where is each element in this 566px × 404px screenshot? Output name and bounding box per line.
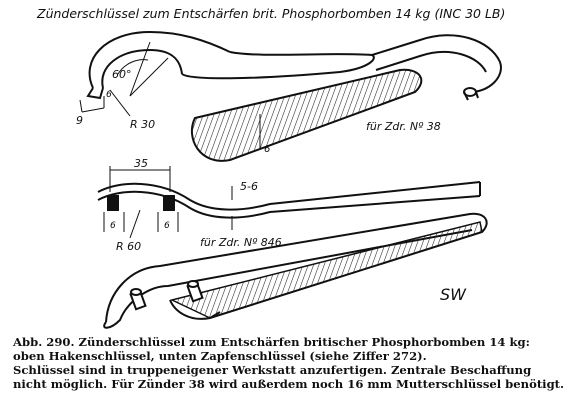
dim-six-pin-left: 6 (110, 221, 116, 231)
label-zdr846: für Zdr. Nº 846 (200, 236, 282, 249)
pin-wrench-perspective (104, 214, 486, 328)
dim-r60: R 60 (116, 240, 142, 253)
dim-angle-60: 60° (112, 68, 132, 81)
signature-mark: SW (440, 285, 466, 304)
caption-line-1: Abb. 290. Zünderschlüssel zum Entschärfen britischer Phosphorbomben 14 kg: (13, 335, 530, 349)
caption-line-4: nicht möglich. Für Zünder 38 wird außerdem noch 16 mm Mutterschlüssel benötigt. (13, 377, 565, 391)
dim-thickness-6: 6 (264, 144, 271, 155)
dim-range-5-6: 5-6 (240, 180, 258, 193)
dim-len-35: 35 (134, 157, 148, 170)
dim-six-a: 6 (106, 90, 112, 100)
dim-six-pin-right: 6 (164, 221, 170, 231)
figure-caption (13, 335, 565, 391)
caption-line-2: oben Hakenschlüssel, unten Zapfenschlüssel (siehe Ziffer 272). (13, 349, 427, 363)
figure-title: Zünderschlüssel zum Entschärfen brit. Phosphorbomben 14 kg (INC 30 LB) (37, 6, 506, 21)
hook-wrench (88, 32, 501, 161)
pin-wrench-side (98, 182, 480, 218)
dim-nine: 9 (76, 114, 83, 127)
dim-r30: R 30 (130, 118, 156, 131)
label-zdr38: für Zdr. Nº 38 (366, 120, 441, 133)
caption-line-3: Schlüssel sind in truppeneigener Werkstatt anzufertigen. Zentrale Beschaffung (13, 363, 532, 377)
